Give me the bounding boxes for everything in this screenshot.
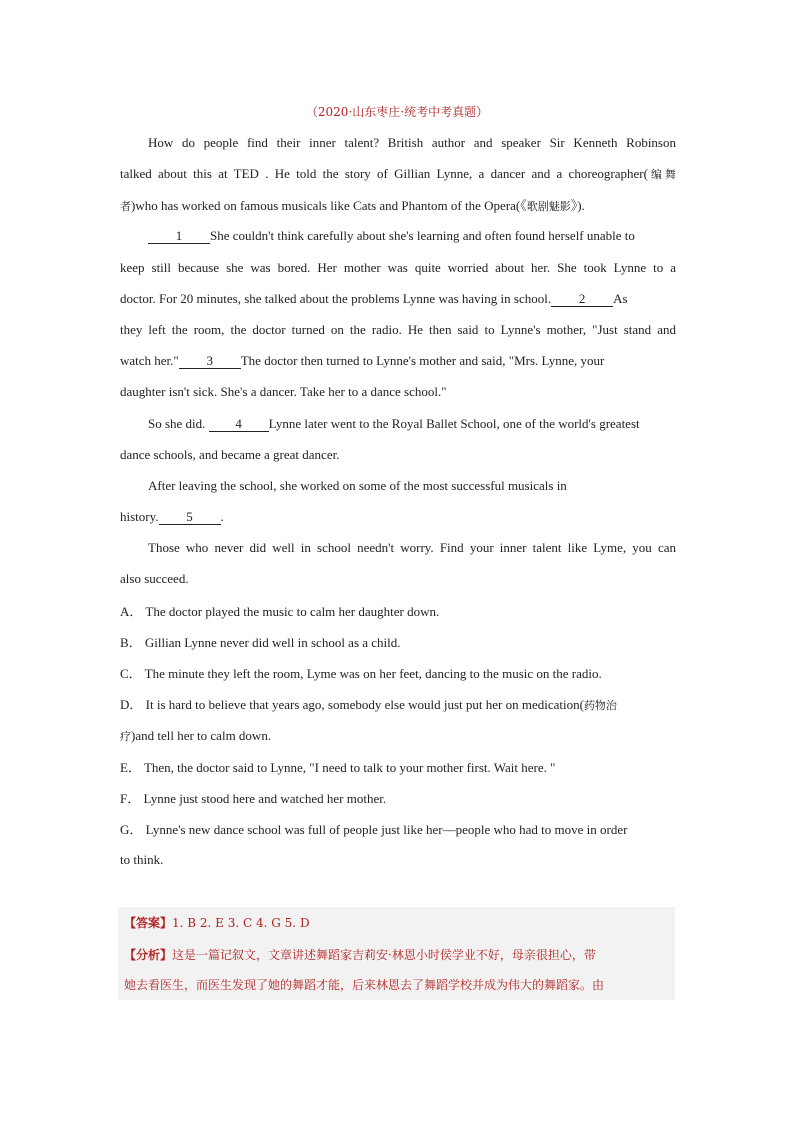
option-g-continued: to think.	[120, 852, 164, 867]
passage-line	[120, 353, 676, 369]
analysis-line	[124, 947, 670, 963]
passage-text: 》).	[570, 198, 585, 213]
answer-tag: 【答案】	[124, 916, 173, 930]
passage-text: )who has worked on famous musicals like Cats and Phantom of the Opera(《	[131, 198, 527, 213]
option-b[interactable]: B． Gillian Lynne never did well in school as a child.	[120, 635, 401, 650]
passage-line	[120, 291, 676, 307]
passage-text: So she did.	[148, 416, 206, 431]
passage-line	[120, 135, 676, 151]
analysis-line	[124, 977, 670, 993]
passage-text: dance schools, and became a great dancer.	[120, 447, 340, 462]
passage-text: keep still because she was bored. Her mother was quite worried about her. She took Lynne to a	[120, 260, 676, 275]
blank-2[interactable]: 2	[551, 292, 613, 307]
passage-text: also succeed.	[120, 571, 189, 586]
answer-line	[124, 915, 670, 931]
passage-text: they left the room, the doctor turned on the radio. He then said to Lynne's mother, "Just stand and	[120, 322, 676, 337]
chinese-gloss: 者	[120, 200, 131, 213]
passage-line	[120, 260, 676, 276]
passage-line	[120, 416, 676, 432]
analysis-tag: 【分析】	[124, 948, 173, 962]
chinese-gloss: 药物治	[583, 699, 617, 712]
passage-text: Those who never did well in school needn't worry. Find your inner talent like Lyme, you can	[148, 540, 676, 555]
passage-line	[120, 198, 676, 215]
passage-line	[120, 166, 676, 183]
passage-line	[120, 509, 676, 525]
analysis-text: 她去看医生，而医生发现了她的舞蹈才能，后来林恩去了舞蹈学校并成为伟大的舞蹈家。由	[124, 978, 605, 992]
passage-text: After leaving the school, she worked on some of the most successful musicals in	[148, 478, 567, 493]
passage-text: doctor. For 20 minutes, she talked about the problems Lynne was having in school.	[120, 291, 552, 306]
passage-line	[120, 478, 676, 494]
answer-panel	[118, 907, 675, 1000]
passage-text: Lynne later went to the Royal Ballet School, one of the world's greatest	[268, 416, 640, 431]
chinese-gloss: 编舞	[647, 168, 677, 181]
blank-1[interactable]: 1	[148, 229, 210, 244]
option-text: )and tell her to calm down.	[131, 728, 272, 743]
passage-text: .	[220, 509, 224, 524]
chinese-gloss: 歌剧魅影	[526, 200, 571, 213]
option-a[interactable]: A． The doctor played the music to calm her daughter down.	[120, 604, 440, 619]
answer-key: 1. B 2. E 3. C 4. G 5. D	[172, 916, 310, 930]
passage-line	[120, 228, 676, 244]
blank-4[interactable]: 4	[209, 417, 269, 432]
passage-text: The doctor then turned to Lynne's mother and said, "Mrs. Lynne, your	[240, 353, 605, 368]
analysis-text: 这是一篇记叙文，文章讲述舞蹈家吉莉安·林恩小时侯学业不好，母亲很担心，带	[172, 948, 596, 962]
chinese-gloss: 疗	[120, 730, 131, 743]
option-e[interactable]: E． Then, the doctor said to Lynne, "I need to talk to your mother first. Wait here. "	[120, 760, 556, 775]
passage-line	[120, 540, 676, 556]
passage-line	[120, 571, 676, 587]
option-d-continued	[120, 728, 676, 745]
passage-text: history.	[120, 509, 159, 524]
option-g[interactable]: G． Lynne's new dance school was full of people just like her—people who had to move in order	[120, 822, 628, 837]
passage-text: daughter isn't sick. She's a dancer. Take her to a dance school."	[120, 384, 447, 399]
passage-text: talked about this at TED . He told the story of Gillian Lynne, a dancer and a choreographer(	[120, 166, 648, 181]
option-c[interactable]: C． The minute they left the room, Lyme was on her feet, dancing to the music on the radio.	[120, 666, 602, 681]
option-text: D． It is hard to believe that years ago, somebody else would just put her on medication(	[120, 697, 584, 712]
passage-line	[120, 322, 676, 338]
option-d[interactable]	[120, 697, 676, 714]
passage-text: As	[613, 291, 628, 306]
passage-line	[120, 447, 676, 463]
passage-text: How do people find their inner talent? British author and speaker Sir Kenneth Robinson	[148, 135, 676, 150]
passage-text: She couldn't think carefully about she's learning and often found herself unable to	[210, 228, 635, 243]
blank-5[interactable]: 5	[159, 510, 221, 525]
passage-line	[120, 384, 676, 400]
option-f[interactable]: F． Lynne just stood here and watched her mother.	[120, 791, 387, 806]
passage-text: watch her."	[120, 353, 179, 368]
blank-3[interactable]: 3	[179, 354, 241, 369]
source-heading: （2020·山东枣庄·统考中考真题）	[305, 105, 489, 119]
